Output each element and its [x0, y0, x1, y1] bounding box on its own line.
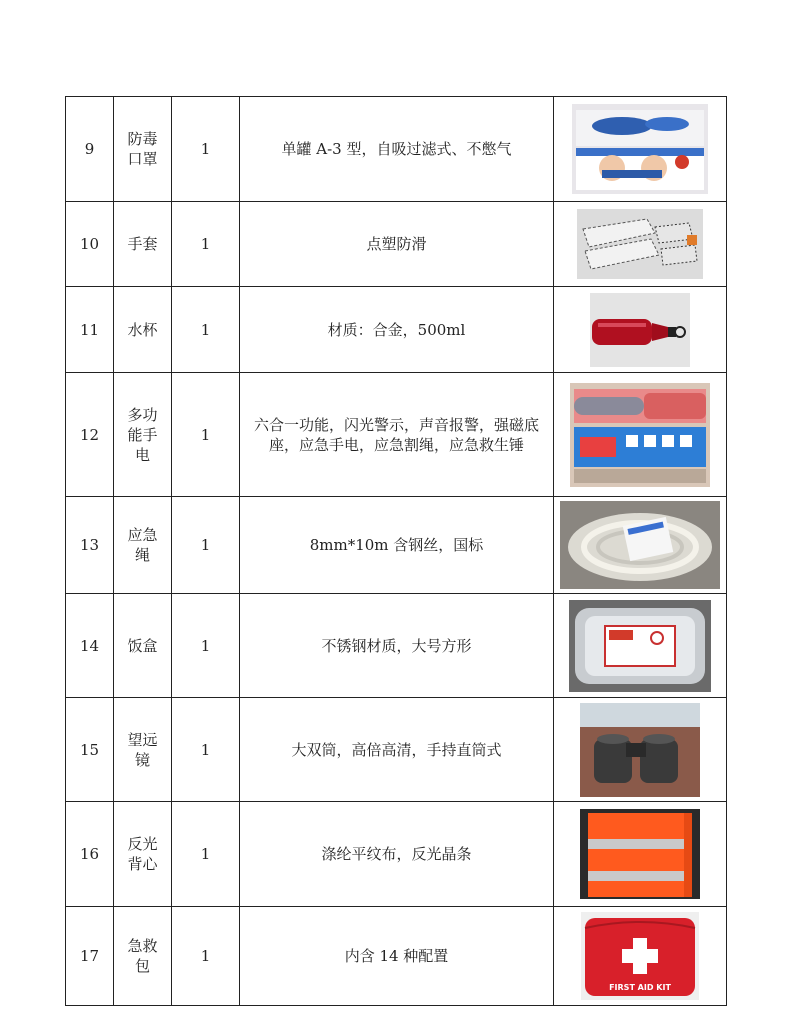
emergency-rope-photo [560, 501, 720, 589]
item-spec: 内含 14 种配置 [344, 947, 449, 965]
water-bottle-photo [590, 293, 690, 367]
gloves-photo [577, 209, 703, 279]
first-aid-kit-photo [581, 912, 699, 1000]
table-row [66, 202, 727, 287]
table-row [66, 802, 727, 907]
item-number: 9 [66, 97, 114, 202]
first-aid-kit-label: FIRST AID KIT [609, 983, 671, 992]
item-quantity: 1 [172, 497, 240, 594]
multifunction-flashlight-photo [570, 383, 710, 487]
item-number: 16 [66, 802, 114, 907]
item-name: 饭盒 [127, 636, 158, 655]
reflective-vest-photo [580, 809, 700, 899]
item-number: 14 [66, 594, 114, 698]
binoculars-photo [580, 703, 700, 797]
table-row [66, 907, 727, 1006]
item-number: 10 [66, 202, 114, 287]
item-spec: 8mm*10m 含钢丝，国标 [309, 536, 484, 554]
table-row [66, 287, 727, 373]
item-name: 手套 [127, 235, 158, 253]
item-quantity: 1 [172, 907, 240, 1006]
item-quantity: 1 [172, 373, 240, 497]
item-name: 反光背心 [127, 835, 158, 873]
item-quantity: 1 [172, 202, 240, 287]
item-spec: 大双筒，高倍高清，手持直筒式 [291, 740, 502, 759]
item-number: 11 [66, 287, 114, 373]
lunch-box-photo [569, 600, 711, 692]
item-spec: 不锈钢材质，大号方形 [321, 636, 472, 655]
item-name: 急救包 [127, 937, 158, 975]
equipment-table [65, 96, 727, 1006]
item-name: 水杯 [127, 320, 158, 339]
item-spec: 点塑防滑 [366, 235, 427, 253]
item-spec: 涤纶平纹布，反光晶条 [321, 845, 472, 863]
item-name: 多功能手电 [127, 405, 158, 464]
item-number: 15 [66, 698, 114, 802]
item-name: 望远镜 [127, 730, 158, 769]
item-quantity: 1 [172, 698, 240, 802]
item-number: 13 [66, 497, 114, 594]
table-row [66, 97, 727, 202]
item-number: 12 [66, 373, 114, 497]
gas-mask-photo [572, 104, 708, 194]
table-row [66, 594, 727, 698]
item-spec: 材质：合金，500ml [327, 320, 466, 339]
item-name: 应急绳 [127, 526, 158, 564]
item-name: 防毒口罩 [127, 130, 158, 168]
table-row [66, 497, 727, 594]
item-spec: 单罐 A-3 型，自吸过滤式、不憋气 [281, 140, 512, 158]
item-number: 17 [66, 907, 114, 1006]
item-spec: 六合一功能，闪光警示，声音报警，强磁底座，应急手电，应急割绳，应急救生锤 [253, 415, 539, 454]
table-row [66, 373, 727, 497]
item-quantity: 1 [172, 802, 240, 907]
table-row [66, 698, 727, 802]
item-quantity: 1 [172, 287, 240, 373]
item-quantity: 1 [172, 97, 240, 202]
item-quantity: 1 [172, 594, 240, 698]
